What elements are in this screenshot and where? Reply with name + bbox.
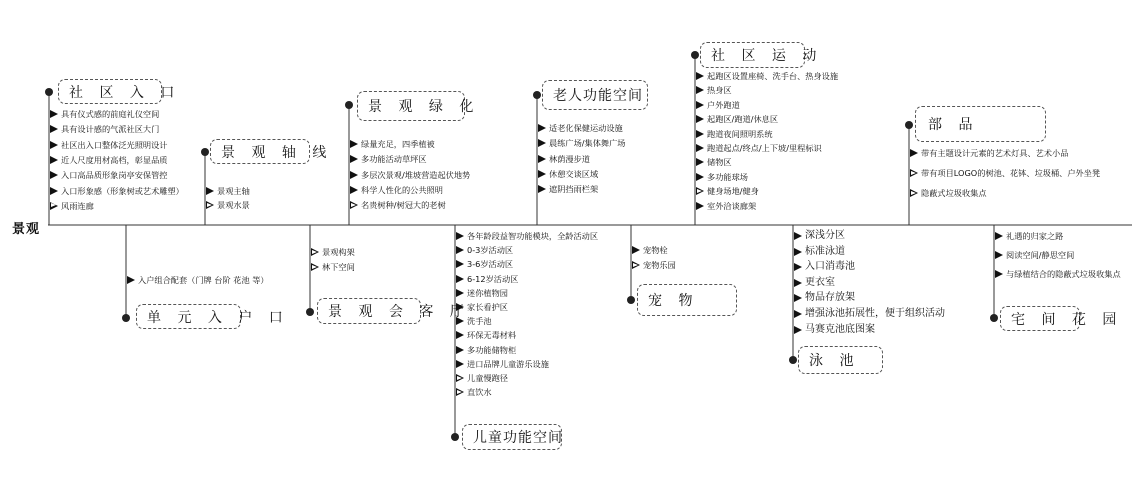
solid-arrow-icon xyxy=(538,170,546,178)
list-item xyxy=(50,201,94,211)
category-bupin xyxy=(915,106,1046,142)
list-item xyxy=(50,170,167,180)
item-label: 礼遇的归家之路 xyxy=(1006,231,1064,241)
list-item xyxy=(456,387,492,397)
solid-arrow-icon xyxy=(696,72,704,80)
item-label: 林下空间 xyxy=(322,262,355,272)
category-title: 景 观 绿 化 xyxy=(368,99,480,115)
solid-arrow-icon xyxy=(50,110,58,118)
list-item xyxy=(794,278,835,288)
solid-arrow-icon xyxy=(456,246,464,254)
category-jingguan-zhouxian xyxy=(210,139,333,164)
category-jingguan-lvhua xyxy=(357,91,480,121)
solid-arrow-icon xyxy=(538,155,546,163)
list-item xyxy=(456,259,513,269)
solid-arrow-icon xyxy=(50,125,58,133)
node-dot xyxy=(451,433,459,441)
list-item xyxy=(794,325,875,335)
item-label: 景观主轴 xyxy=(217,186,250,196)
item-label: 入口高品质形象岗亭安保管控 xyxy=(61,170,168,181)
item-label: 多层次景观/堆坡营造起伏地势 xyxy=(361,169,471,180)
hollow-arrow-icon xyxy=(910,189,918,197)
item-label: 增强泳池拓展性，便于组织活动 xyxy=(805,308,945,319)
list-item xyxy=(538,138,625,148)
node-dot xyxy=(627,296,635,304)
item-label: 绿量充足，四季植被 xyxy=(361,139,435,149)
list-item xyxy=(696,114,778,124)
item-label: 各年龄段益智功能模块，全龄活动区 xyxy=(467,231,599,241)
item-label: 具有设计感的气派社区大门 xyxy=(61,124,160,135)
category-title: 宅 间 花 园 xyxy=(1011,311,1123,328)
solid-arrow-icon xyxy=(794,263,802,271)
solid-arrow-icon xyxy=(696,115,704,123)
list-item xyxy=(794,309,945,319)
solid-arrow-icon xyxy=(696,158,704,166)
list-item xyxy=(50,109,159,119)
solid-arrow-icon xyxy=(538,185,546,193)
solid-arrow-icon xyxy=(50,156,58,164)
list-item xyxy=(50,186,184,196)
item-label: 入口形象感（形象树或艺术雕塑） xyxy=(61,185,184,196)
solid-arrow-icon xyxy=(538,139,546,147)
list-item xyxy=(696,129,773,139)
list-item xyxy=(350,154,427,164)
solid-arrow-icon xyxy=(127,276,135,284)
solid-arrow-icon xyxy=(350,186,358,194)
list-item xyxy=(538,154,590,164)
item-label: 景观构架 xyxy=(322,247,355,257)
node-dot xyxy=(201,148,209,156)
category-yongchi xyxy=(798,346,883,374)
list-item xyxy=(995,269,1121,279)
item-label: 标准泳道 xyxy=(805,245,845,257)
list-item xyxy=(456,373,508,383)
list-item xyxy=(50,124,159,134)
list-item xyxy=(350,200,446,210)
list-item xyxy=(538,123,623,133)
list-item xyxy=(794,262,855,272)
solid-arrow-icon xyxy=(794,326,802,334)
list-item xyxy=(50,140,167,150)
solid-arrow-icon xyxy=(995,251,1003,259)
hollow-arrow-icon xyxy=(350,201,358,209)
item-label: 0-3岁活动区 xyxy=(467,245,514,256)
list-item xyxy=(456,274,518,284)
solid-arrow-icon xyxy=(995,270,1003,278)
root-label: 景观 xyxy=(12,222,41,237)
item-label: 宠物栓 xyxy=(643,245,668,255)
solid-arrow-icon xyxy=(632,246,640,254)
list-item xyxy=(311,247,355,257)
hollow-arrow-icon xyxy=(696,187,704,195)
item-label: 阅读空间/静思空间 xyxy=(1006,250,1075,260)
list-item xyxy=(456,345,516,355)
item-label: 更衣室 xyxy=(805,276,835,288)
list-item xyxy=(456,245,513,255)
solid-arrow-icon xyxy=(696,130,704,138)
node-dot xyxy=(45,88,53,96)
hollow-arrow-icon xyxy=(456,374,464,382)
list-item xyxy=(50,155,167,165)
item-label: 风雨连廊 xyxy=(61,200,94,211)
item-label: 多功能活动草坪区 xyxy=(361,154,427,165)
category-title: 社 区 运 动 xyxy=(711,48,823,64)
list-item xyxy=(350,170,470,180)
item-label: 名贵树种/树冠大的老树 xyxy=(361,200,446,211)
item-label: 迷你植物园 xyxy=(467,287,508,298)
solid-arrow-icon xyxy=(456,275,464,283)
solid-arrow-icon xyxy=(794,294,802,302)
category-title: 社 区 入 口 xyxy=(69,84,181,101)
node-dot xyxy=(533,91,541,99)
list-item xyxy=(127,275,269,285)
solid-arrow-icon xyxy=(456,331,464,339)
category-title: 景 观 轴 线 xyxy=(221,144,333,161)
list-item xyxy=(910,148,1068,158)
item-label: 家长看护区 xyxy=(467,302,508,312)
item-label: 隐蔽式垃圾收集点 xyxy=(921,188,987,198)
item-label: 健身场地/健身 xyxy=(707,186,759,197)
hollow-arrow-icon xyxy=(50,202,58,210)
category-huike xyxy=(317,298,470,324)
item-label: 晨练广场/集体舞广场 xyxy=(549,138,626,149)
item-label: 洗手池 xyxy=(467,316,492,327)
list-item xyxy=(456,231,598,241)
item-label: 带有主题设计元素的艺术灯具、艺术小品 xyxy=(921,148,1069,158)
item-label: 科学人性化的公共照明 xyxy=(361,184,443,195)
hollow-arrow-icon xyxy=(206,201,214,209)
list-item xyxy=(206,186,250,196)
item-label: 近人尺度用材高档，彰显品质 xyxy=(61,154,168,165)
item-label: 直饮水 xyxy=(467,387,492,398)
item-label: 马赛克池底图案 xyxy=(805,323,875,335)
item-label: 宠物乐园 xyxy=(643,260,676,270)
node-dot xyxy=(691,51,699,59)
item-label: 入口消毒池 xyxy=(805,261,855,273)
list-item xyxy=(456,330,516,340)
solid-arrow-icon xyxy=(794,310,802,318)
list-item xyxy=(696,71,838,81)
category-danyuan xyxy=(136,304,289,329)
solid-arrow-icon xyxy=(696,101,704,109)
list-item xyxy=(456,359,549,369)
solid-arrow-icon xyxy=(350,140,358,148)
list-item xyxy=(350,185,443,195)
list-item xyxy=(632,260,676,270)
item-label: 热身区 xyxy=(707,85,732,96)
list-item xyxy=(456,288,508,298)
list-item xyxy=(995,250,1074,260)
item-label: 入户组合配套（门牌 台阶 花池 等） xyxy=(138,275,269,285)
list-item xyxy=(696,186,759,196)
list-item xyxy=(311,262,355,272)
category-laoren xyxy=(542,80,648,110)
solid-arrow-icon xyxy=(456,303,464,311)
list-item xyxy=(794,293,855,303)
item-label: 户外跑道 xyxy=(707,99,740,110)
item-label: 林荫漫步道 xyxy=(549,153,590,164)
list-item xyxy=(350,139,435,149)
list-item xyxy=(910,188,987,198)
list-item xyxy=(696,143,822,153)
solid-arrow-icon xyxy=(696,86,704,94)
category-shequ-yundong xyxy=(700,42,823,68)
item-label: 遮阴挡雨栏架 xyxy=(549,184,599,195)
list-item xyxy=(696,172,748,182)
item-label: 景观水景 xyxy=(217,200,250,210)
solid-arrow-icon xyxy=(696,144,704,152)
hollow-arrow-icon xyxy=(910,169,918,177)
category-zhaijian xyxy=(1000,306,1123,331)
solid-arrow-icon xyxy=(794,232,802,240)
solid-arrow-icon xyxy=(456,232,464,240)
solid-arrow-icon xyxy=(456,360,464,368)
solid-arrow-icon xyxy=(794,248,802,256)
item-label: 多功能储物柜 xyxy=(467,344,517,355)
solid-arrow-icon xyxy=(696,173,704,181)
list-item xyxy=(696,157,732,167)
item-label: 具有仪式感的前庭礼仪空间 xyxy=(61,109,160,119)
solid-arrow-icon xyxy=(50,187,58,195)
node-dot xyxy=(905,121,913,129)
hollow-arrow-icon xyxy=(311,248,319,256)
solid-arrow-icon xyxy=(350,155,358,163)
category-ertong xyxy=(462,424,562,450)
item-label: 儿童慢跑径 xyxy=(467,373,508,383)
item-label: 多功能球场 xyxy=(707,171,748,182)
solid-arrow-icon xyxy=(206,187,214,195)
category-title: 儿童功能空间 xyxy=(473,430,563,446)
list-item xyxy=(632,245,668,255)
hollow-arrow-icon xyxy=(632,261,640,269)
list-item xyxy=(538,184,598,194)
category-title: 老人功能空间 xyxy=(553,88,643,104)
list-item xyxy=(456,302,508,312)
node-dot xyxy=(990,314,998,322)
category-title: 宠 物 xyxy=(648,293,699,309)
list-item xyxy=(456,316,492,326)
solid-arrow-icon xyxy=(794,279,802,287)
solid-arrow-icon xyxy=(350,171,358,179)
list-item xyxy=(206,200,250,210)
category-chongwu xyxy=(637,284,737,316)
category-title: 景 观 会 客 厅 xyxy=(328,304,470,320)
node-dot xyxy=(345,101,353,109)
solid-arrow-icon xyxy=(538,124,546,132)
item-label: 6-12岁活动区 xyxy=(467,273,519,284)
category-shequ-rukou xyxy=(58,79,181,104)
category-title: 单 元 入 户 口 xyxy=(147,309,289,326)
item-label: 休憩交谈区域 xyxy=(549,168,599,179)
hollow-arrow-icon xyxy=(311,263,319,271)
solid-arrow-icon xyxy=(456,317,464,325)
item-label: 储物区 xyxy=(707,157,732,168)
node-dot xyxy=(789,356,797,364)
item-label: 跑道起点/终点/上下坡/里程标识 xyxy=(707,143,822,153)
item-label: 3-6岁活动区 xyxy=(467,259,514,270)
solid-arrow-icon xyxy=(50,141,58,149)
solid-arrow-icon xyxy=(456,260,464,268)
hollow-arrow-icon xyxy=(456,388,464,396)
item-label: 室外洽谈廊架 xyxy=(707,200,757,211)
list-item xyxy=(910,168,1100,178)
category-title: 泳 池 xyxy=(809,353,860,369)
list-item xyxy=(794,231,845,241)
node-dot xyxy=(122,314,130,322)
item-label: 跑道夜间照明系统 xyxy=(707,128,773,139)
item-label: 社区出入口整体泛光照明设计 xyxy=(61,139,168,150)
item-label: 环保无毒材料 xyxy=(467,330,517,341)
category-title: 部 品 xyxy=(928,117,979,133)
item-label: 适老化保健运动设施 xyxy=(549,123,623,133)
item-label: 与绿植结合的隐蔽式垃圾收集点 xyxy=(1006,269,1121,279)
item-label: 物品存放架 xyxy=(805,292,855,304)
solid-arrow-icon xyxy=(456,289,464,297)
solid-arrow-icon xyxy=(910,149,918,157)
solid-arrow-icon xyxy=(50,171,58,179)
node-dot xyxy=(306,308,314,316)
solid-arrow-icon xyxy=(696,202,704,210)
list-item xyxy=(794,247,845,257)
list-item xyxy=(696,201,756,211)
solid-arrow-icon xyxy=(995,232,1003,240)
item-label: 带有项目LOGO的树池、花钵、垃圾桶、户外坐凳 xyxy=(921,168,1101,178)
list-item xyxy=(538,169,598,179)
item-label: 进口品牌儿童游乐设施 xyxy=(467,358,549,369)
item-label: 起跑区/跑道/休息区 xyxy=(707,114,779,125)
list-item xyxy=(696,100,740,110)
list-item xyxy=(696,85,732,95)
solid-arrow-icon xyxy=(456,346,464,354)
item-label: 起跑区设置座椅、洗手台、热身设施 xyxy=(707,71,839,81)
item-label: 深浅分区 xyxy=(805,230,845,241)
list-item xyxy=(995,231,1063,241)
